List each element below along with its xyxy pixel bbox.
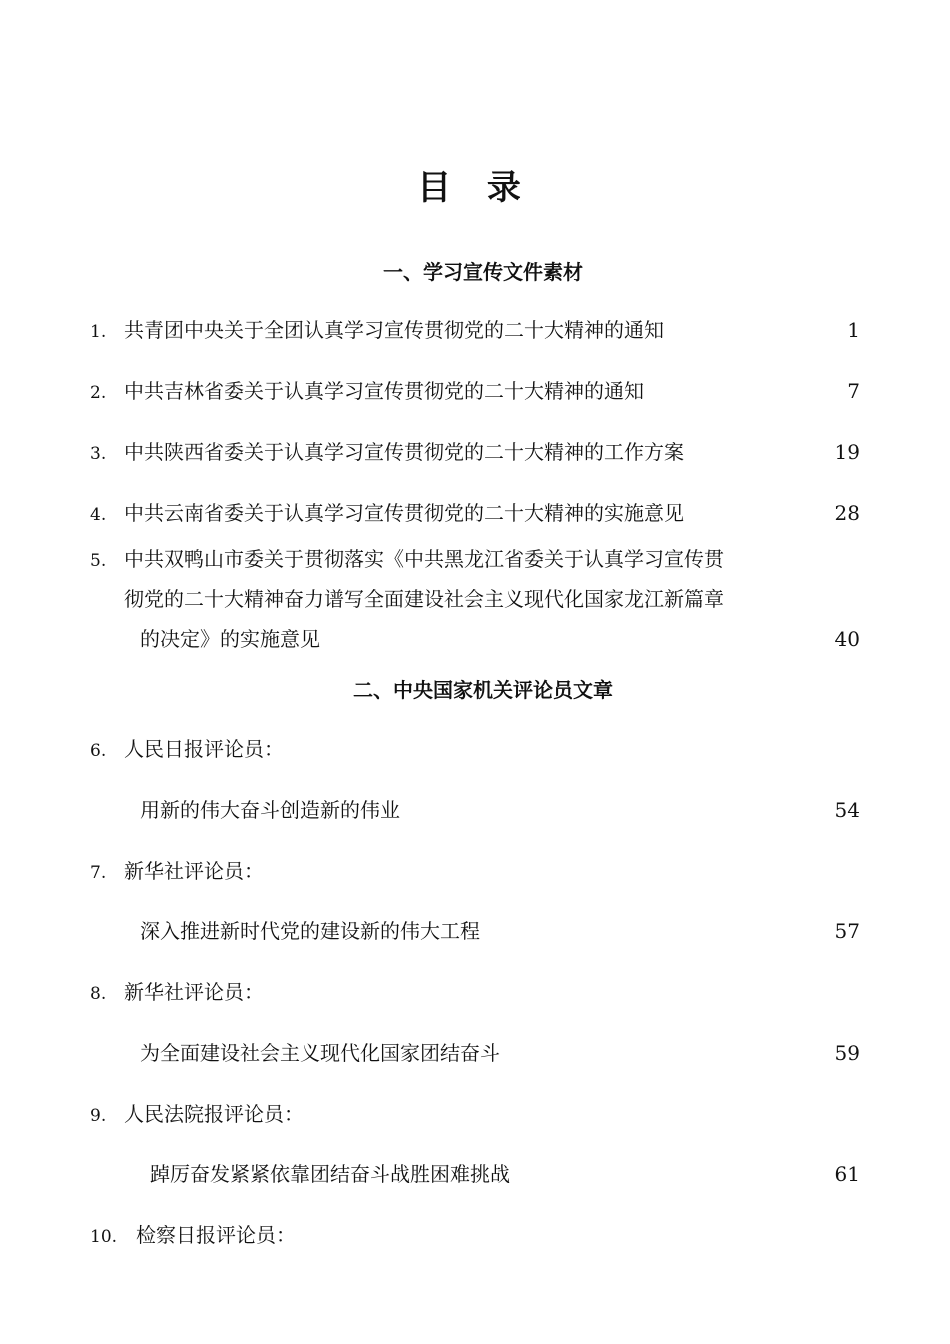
item-title: 中共云南省委关于认真学习宣传贯彻党的二十大精神的实施意见: [124, 501, 684, 525]
item-title: 共青团中央关于全团认真学习宣传贯彻党的二十大精神的通知: [124, 318, 664, 342]
toc-item-9-article[interactable]: 踔厉奋发紧紧依靠团结奋斗战胜困难挑战: [150, 1162, 510, 1186]
item-number: 5.: [90, 551, 107, 571]
item-number: 9.: [90, 1106, 107, 1126]
page-number: 40: [834, 627, 860, 651]
item-source: 人民法院报评论员：: [124, 1102, 304, 1126]
item-number: 3.: [90, 444, 107, 464]
item-number: 1.: [90, 322, 107, 342]
item-source: 检察日报评论员：: [136, 1223, 296, 1247]
item-source: 新华社评论员：: [124, 859, 264, 883]
toc-item-1[interactable]: [90, 315, 664, 347]
item-number: 10.: [90, 1227, 118, 1247]
section-heading-2: 二、中央国家机关评论员文章: [353, 678, 613, 702]
item-source: 人民日报评论员：: [124, 737, 284, 761]
toc-item-3[interactable]: [90, 437, 684, 469]
item-number: 7.: [90, 863, 107, 883]
toc-item-9-source[interactable]: [90, 1099, 304, 1131]
toc-item-5-line-2: 彻党的二十大精神奋力谱写全面建设社会主义现代化国家龙江新篇章: [124, 587, 724, 611]
page-number: 54: [834, 798, 860, 822]
item-number: 6.: [90, 741, 107, 761]
item-title: 中共陕西省委关于认真学习宣传贯彻党的二十大精神的工作方案: [124, 440, 684, 464]
page-number: 28: [834, 501, 860, 525]
page-number: 59: [834, 1041, 860, 1065]
item-number: 4.: [90, 505, 107, 525]
item-title-line-1: 中共双鸭山市委关于贯彻落实《中共黑龙江省委关于认真学习宣传贯: [124, 547, 724, 571]
toc-item-2[interactable]: [90, 376, 644, 408]
toc-item-6-article[interactable]: 用新的伟大奋斗创造新的伟业: [140, 798, 400, 822]
toc-item-5-line-3: 的决定》的实施意见: [140, 627, 320, 651]
page-number: 57: [834, 919, 860, 943]
toc-item-7-source[interactable]: [90, 856, 264, 888]
section-heading-1: 一、学习宣传文件素材: [383, 260, 583, 284]
page-number: 7: [847, 379, 860, 403]
toc-item-8-source[interactable]: [90, 977, 264, 1009]
toc-item-6-source[interactable]: [90, 734, 284, 766]
page-number: 61: [834, 1162, 860, 1186]
toc-item-4[interactable]: [90, 498, 684, 530]
document-title: 目 录: [417, 168, 533, 208]
item-title: 中共吉林省委关于认真学习宣传贯彻党的二十大精神的通知: [124, 379, 644, 403]
page-number: 19: [834, 440, 860, 464]
toc-item-8-article[interactable]: 为全面建设社会主义现代化国家团结奋斗: [140, 1041, 500, 1065]
toc-item-5[interactable]: [90, 544, 724, 576]
item-number: 2.: [90, 383, 107, 403]
item-source: 新华社评论员：: [124, 980, 264, 1004]
item-number: 8.: [90, 984, 107, 1004]
page-number: 1: [847, 318, 860, 342]
toc-item-10-source[interactable]: [90, 1220, 296, 1252]
toc-item-7-article[interactable]: 深入推进新时代党的建设新的伟大工程: [140, 919, 480, 943]
